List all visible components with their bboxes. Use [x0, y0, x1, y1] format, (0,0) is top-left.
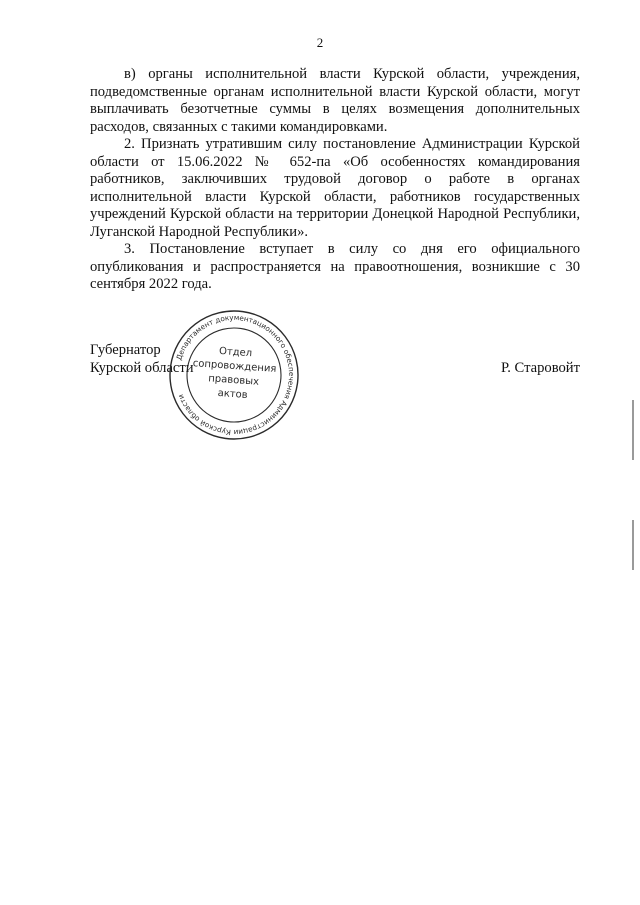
- official-stamp: [164, 305, 304, 445]
- paragraph-effective-date: 3. Постановление вступает в силу со дня его официального опубликования и распространяется на правоотношения, возникшие с 30 сентября 2022 года.: [90, 241, 580, 292]
- signatory-name: Р. Старовойт: [500, 360, 580, 376]
- signatory-title-line2: Курской области: [90, 359, 194, 376]
- stamp-graphic: [164, 305, 304, 445]
- paragraph-repeal: 2. Признать утратившим силу постановление Администрации Курской области от 15.06.2022 № 652-па «Об особенностях командирования работников, заключивших трудовой договор о работе в органах исполнительной власти Курской области, работников государственных учреждений Курской области на территории Донецкой Народной Республики, Луганской Народной Республики».: [90, 136, 580, 240]
- signatory-title-line1: Губернатор: [90, 342, 161, 358]
- scan-artifact-mark: [632, 520, 634, 570]
- paragraph-expenses: в) органы исполнительной власти Курской области, учреждения, подведомственные органам исполнительной власти Курской области, могут выплачивать безотчетные суммы в целях возмещения дополнительных расходов, связанных с такими командировками.: [90, 66, 580, 135]
- scan-artifact-mark: [632, 400, 634, 460]
- stamp-center-text: [190, 344, 277, 403]
- stamp-line-support: сопровождения: [192, 358, 277, 375]
- stamp-line-acts: актов: [217, 387, 248, 401]
- stamp-ring-text: Департамент документационного обеспечения Администрации Курской области: [174, 312, 297, 438]
- stamp-line-legal: правовых: [207, 373, 260, 388]
- document-body: [90, 66, 580, 294]
- page-number: 2: [316, 35, 324, 50]
- stamp-line-department: Отдел: [218, 345, 253, 360]
